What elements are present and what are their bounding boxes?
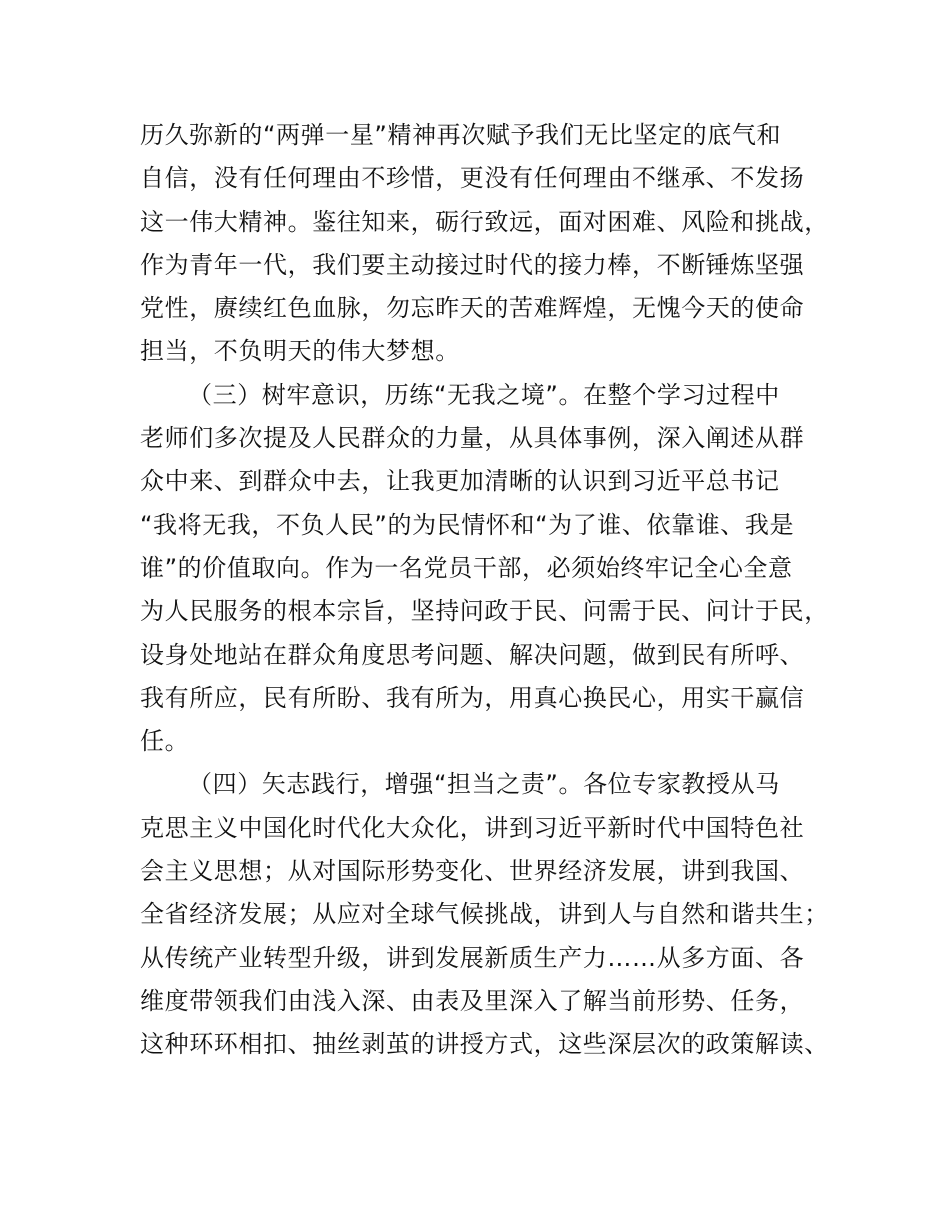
text-line: 克思主义中国化时代化大众化，讲到习近平新时代中国特色社 xyxy=(140,813,805,842)
text-line: 老师们多次提及人民群众的力量，从具体事例，深入阐述从群 xyxy=(140,424,805,453)
text-line: 全省经济发展；从应对全球气候挑战，讲到人与自然和谐共生； xyxy=(140,900,829,929)
paragraph-section-four xyxy=(140,763,840,1066)
document-body xyxy=(140,114,840,1067)
text-line: 党性，赓续红色血脉，勿忘昨天的苦难辉煌，无愧今天的使命 xyxy=(140,294,805,323)
text-line: 设身处地站在群众角度思考问题、解决问题，做到民有所呼、 xyxy=(140,640,805,669)
text-line: 从传统产业转型升级，讲到发展新质生产力……从多方面、各 xyxy=(140,943,805,972)
text-line: 作为青年一代，我们要主动接过时代的接力棒，不断锤炼坚强 xyxy=(140,250,805,279)
paragraph-section-three xyxy=(140,374,840,764)
section-heading-line: （四）矢志践行，增强“担当之责”。各位专家教授从马 xyxy=(188,770,780,799)
text-line: 这一伟大精神。鉴往知来，砺行致远，面对困难、风险和挑战， xyxy=(140,207,829,236)
text-line: 维度带领我们由浅入深、由表及里深入了解当前形势、任务， xyxy=(140,986,805,1015)
text-line: 任。 xyxy=(140,727,190,756)
text-line: 为人民服务的根本宗旨，坚持问政于民、问需于民、问计于民， xyxy=(140,597,829,626)
text-line: 自信，没有任何理由不珍惜，更没有任何理由不继承、不发扬 xyxy=(140,164,805,193)
text-line: 我有所应，民有所盼、我有所为，用真心换民心，用实干赢信 xyxy=(140,683,805,712)
text-line: 这种环环相扣、抽丝剥茧的讲授方式，这些深层次的政策解读、 xyxy=(140,1030,829,1059)
text-line: 历久弥新的“两弹一星”精神再次赋予我们无比坚定的底气和 xyxy=(140,121,782,149)
section-heading-line: （三）树牢意识，历练“无我之境”。在整个学习过程中 xyxy=(188,380,780,409)
text-line: 会主义思想；从对国际形势变化、世界经济发展，讲到我国、 xyxy=(140,857,805,886)
text-line: “我将无我，不负人民”的为民情怀和“为了谁、依靠谁、我是 xyxy=(140,510,795,539)
text-line: 担当，不负明天的伟大梦想。 xyxy=(140,337,460,366)
paragraph-two-bombs-one-satellite xyxy=(140,114,840,374)
text-line: 众中来、到群众中去，让我更加清晰的认识到习近平总书记 xyxy=(140,467,780,496)
text-line: 谁”的价值取向。作为一名党员干部，必须始终牢记全心全意 xyxy=(140,553,793,582)
